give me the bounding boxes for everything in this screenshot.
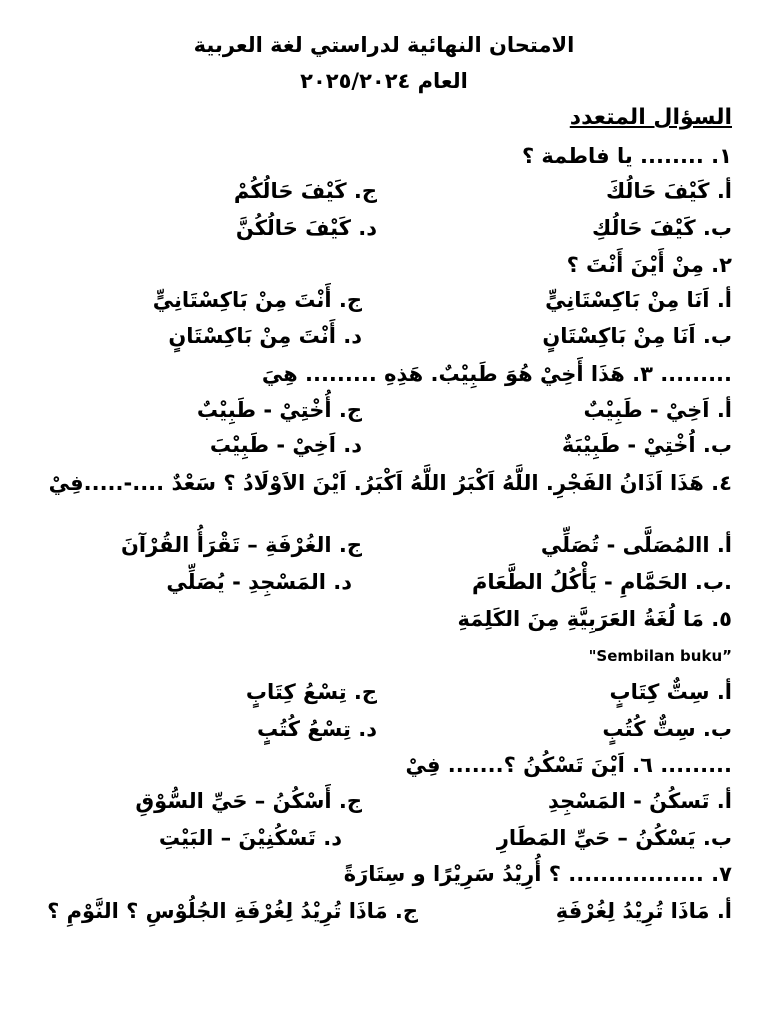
option-a: أ. سِتٌّ كِتَابٍ xyxy=(609,680,732,704)
question-1: ١. ........ يا فاطمة ؟ xyxy=(521,144,732,168)
question-7: ٧. ................. ؟ أُرِيْدُ سَرِيْرًا و سِتَارَةً xyxy=(343,862,732,886)
question-4-options-row-1 xyxy=(36,530,732,560)
question-6: ......... ٦. اَيْنَ تَسْكُنُ ؟....... فِيْ xyxy=(405,753,732,777)
question-2-options-row-1 xyxy=(36,285,732,315)
option-b: ب. اَنَا مِنْ بَاكِسْتَانٍ xyxy=(542,324,732,348)
option-a: أ. تَسكُنُ - المَسْجِدِ xyxy=(548,789,732,813)
option-d: د. المَسْجِدِ - يُصَلِّي xyxy=(166,570,352,594)
option-c: ج. الغُرْفَةِ – تَقْرَأُ القُرْآنَ xyxy=(121,533,362,557)
option-d: د. اَخِيْ - طَبِيْبَ xyxy=(209,433,362,457)
option-c: ج. أَنْتَ مِنْ بَاكِسْتَانِيٍّ xyxy=(152,288,362,312)
question-2: ٢. مِنْ أَيْنَ أَنْتَ ؟ xyxy=(566,253,732,277)
question-2-options-row-2 xyxy=(36,321,732,351)
option-d: د. كَيْفَ حَالُكُنَّ xyxy=(235,216,377,240)
option-d: د. تَسْكُنِيْنَ – البَيْتِ xyxy=(158,826,342,850)
exam-year: العام ٢٠٢٥/٢٠٢٤ xyxy=(300,69,468,93)
question-3-options-row-2 xyxy=(36,430,732,460)
exam-title: الامتحان النهائية لدراستي لغة العربية xyxy=(193,33,575,57)
question-1-options-row-1 xyxy=(36,176,732,206)
question-4: ٤. هَذَا اَذَانُ الفَجْرِ. اللَّهُ اَكْبَرُ اللَّهُ اَكْبَرُ. اَيْنَ الاَوْلَادُ ؟ سَعْدٌ ....-.....فِيْ xyxy=(48,471,732,495)
option-b: ب. اُخْتِيْ - طَبِيْبَةٌ xyxy=(561,433,732,457)
option-a: أ. اَنَا مِنْ بَاكِسْتَانِيٍّ xyxy=(545,288,732,312)
question-5-options-row-2 xyxy=(36,714,732,744)
option-b: ب. كَيْفَ حَالُكِ xyxy=(592,216,732,240)
option-d: د. أَنْتَ مِنْ بَاكِسْتَانٍ xyxy=(168,324,362,348)
option-a: أ. اَخِيْ - طَبِيْبٌ xyxy=(583,398,732,422)
option-b: .ب. الحَمَّامِ - يَأْكُلُ الطَّعَامَ xyxy=(472,570,732,594)
question-5-options-row-1 xyxy=(36,677,732,707)
option-c: ج. كَيْفَ حَالُكُمْ xyxy=(233,179,377,203)
option-c: ج. مَاذَا تُرِيْدُ لِغُرْفَةِ الجُلُوْسِ ؟ النَّوْمِ ؟ xyxy=(47,899,418,923)
question-5-phrase: "Sembilan buku” xyxy=(588,647,732,665)
option-c: ج. أَسْكُنُ – حَيِّ السُّوْقِ xyxy=(135,789,362,813)
question-1-options-row-2 xyxy=(36,213,732,243)
option-c: ج. تِسْعُ كِتَابٍ xyxy=(245,680,377,704)
option-d: د. تِسْعُ كُتُبٍ xyxy=(257,717,377,741)
question-3-options-row-1 xyxy=(36,395,732,425)
option-c: ج. أُخْتِيْ - طَبِيْبٌ xyxy=(196,398,362,422)
question-4-options-row-2 xyxy=(36,567,732,597)
question-5: ٥. مَا لُغَةُ العَرَبِيَّةِ مِنَ الكَلِمَةِ xyxy=(457,607,732,631)
option-a: أ. مَاذَا تُرِيْدُ لِغُرْفَةِ xyxy=(555,899,732,923)
option-a: أ. االمُصَلَّى - تُصَلِّي xyxy=(540,533,732,557)
option-a: أ. كَيْفَ حَالُكَ xyxy=(605,179,732,203)
option-b: ب. سِتٌّ كُتُبٍ xyxy=(602,717,732,741)
option-b: ب. يَسْكُنُ – حَيِّ المَطَارِ xyxy=(496,826,732,850)
question-6-options-row-1 xyxy=(36,786,732,816)
question-6-options-row-2 xyxy=(36,823,732,853)
question-3: ......... ٣. هَذَا أَخِيْ هُوَ طَبِيْبٌ. هَذِهِ ......... هِيَ xyxy=(261,362,732,386)
section-title: السؤال المتعدد xyxy=(569,105,732,130)
